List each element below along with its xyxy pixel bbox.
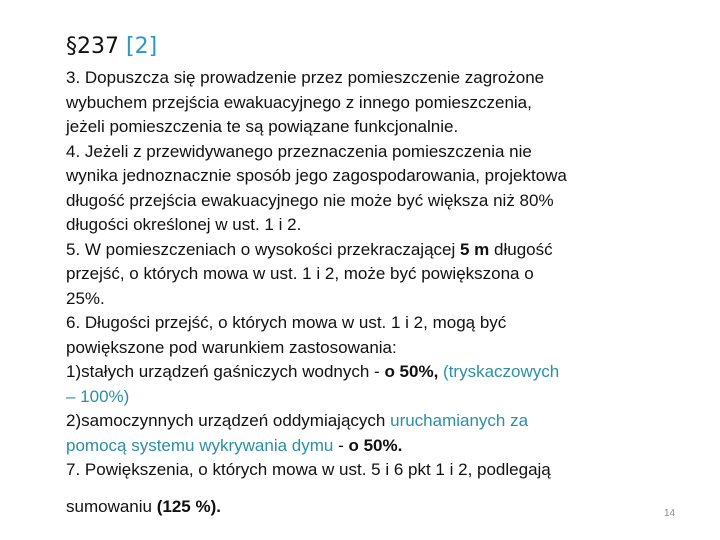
bold-value: o 50%. — [348, 435, 403, 455]
text-segment: sumowaniu — [66, 496, 157, 516]
highlighted-text: – 100%) — [66, 386, 130, 406]
text-line — [66, 409, 666, 434]
text-line — [66, 238, 666, 263]
text-line: 7. Powiększenia, o których mowa w ust. 5 i 6 pkt 1 i 2, podlegają — [66, 460, 551, 479]
text-line: 25%. — [66, 288, 105, 308]
text-line — [66, 495, 666, 520]
regulation-text — [66, 66, 666, 519]
section-number: §237 — [66, 34, 119, 59]
text-line: 4. Jeżeli z przewidywanego przeznaczenia pomieszczenia nie — [66, 141, 532, 161]
text-segment: długość — [489, 239, 553, 259]
bold-value: 5 m — [459, 239, 490, 259]
text-line: jeżeli pomieszczenia te są powiązane funkcjonalnie. — [66, 117, 459, 136]
section-reference: [2] — [126, 34, 158, 59]
text-segment: 1)stałych urządzeń gaśniczych wodnych - — [66, 362, 385, 381]
text-line — [66, 434, 666, 459]
text-line: długości określonej w ust. 1 i 2. — [66, 215, 302, 234]
text-line: przejść, o których mowa w ust. 1 i 2, może być powiększona o — [66, 264, 534, 283]
text-line: powiększone pod warunkiem zastosowania: — [66, 337, 397, 357]
text-line — [66, 360, 666, 385]
bold-value: (125 %). — [156, 496, 221, 516]
bold-value: o 50%, — [384, 362, 439, 381]
text-line: wynika jednoznacznie sposób jego zagospodarowania, projektowa — [66, 166, 567, 185]
page-number: 14 — [664, 508, 676, 519]
section-title — [66, 32, 157, 62]
text-line: 6. Długości przejść, o których mowa w ust. 1 i 2, mogą być — [66, 313, 507, 332]
text-line: wybuchem przejścia ewakuacyjnego z innego pomieszczenia, — [66, 92, 532, 112]
highlighted-text: (tryskaczowych — [438, 362, 560, 381]
highlighted-text: uruchamianych za — [390, 411, 529, 430]
text-line: 3. Dopuszcza się prowadzenie przez pomieszczenie zagrożone — [66, 68, 545, 87]
text-segment: 5. W pomieszczeniach o wysokości przekraczającej — [66, 239, 460, 259]
text-segment: 2)samoczynnych urządzeń oddymiających — [66, 411, 391, 430]
text-segment: - — [333, 435, 349, 455]
text-line: długość przejścia ewakuacyjnego nie może być większa niż 80% — [66, 190, 554, 210]
highlighted-text: pomocą systemu wykrywania dymu — [66, 435, 334, 455]
